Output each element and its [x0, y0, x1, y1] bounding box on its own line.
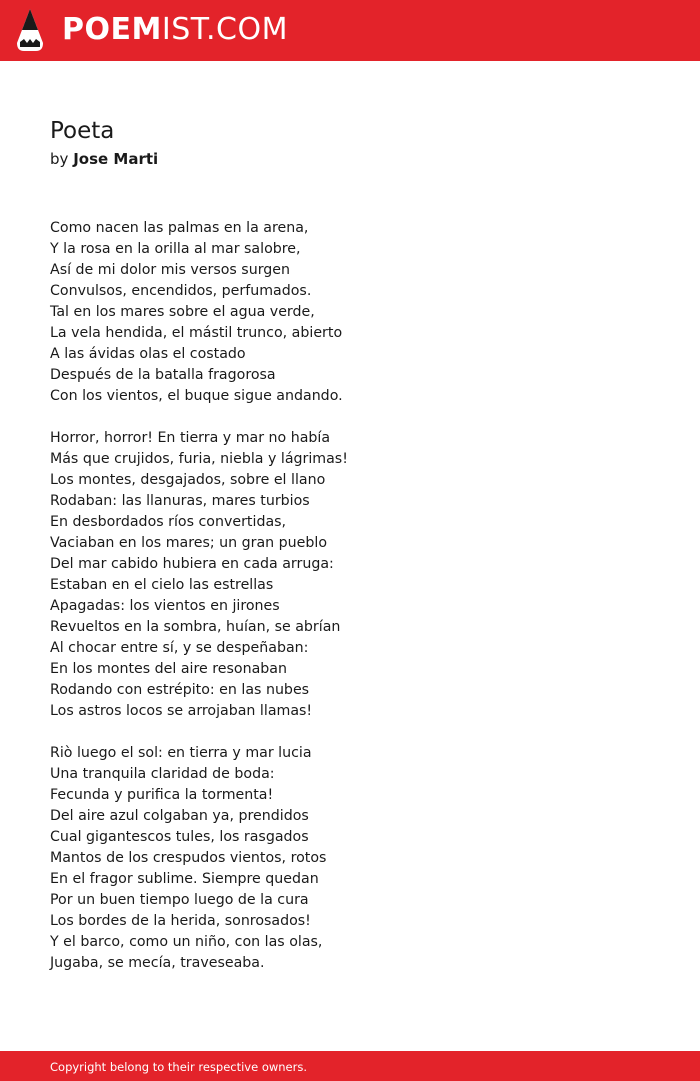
poem-line: Cual gigantescos tules, los rasgados [50, 829, 309, 845]
poem-line: Estaban en el cielo las estrellas [50, 577, 274, 593]
poem-line: A las ávidas olas el costado [50, 346, 246, 362]
poem-line: Jugaba, se mecía, traveseaba. [50, 955, 265, 971]
poem-stanza [50, 428, 650, 722]
poem-line: Revueltos en la sombra, huían, se abrían [50, 619, 341, 635]
poem-line: En desbordados ríos convertidas, [50, 514, 287, 530]
poem-line: Por un buen tiempo luego de la cura [50, 892, 309, 908]
poem-line: Como nacen las palmas en la arena, [50, 220, 309, 236]
site-logo-text[interactable] [62, 11, 288, 49]
poem-line: Rodando con estrépito: en las nubes [50, 682, 310, 698]
poem-line: Del aire azul colgaban ya, prendidos [50, 808, 309, 824]
poem-line: Los astros locos se arrojaban llamas! [50, 703, 313, 719]
poem-line: Horror, horror! En tierra y mar no había [50, 430, 331, 446]
site-footer [0, 1051, 700, 1081]
poem-line: La vela hendida, el mástil trunco, abierto [50, 325, 343, 341]
poem-stanza [50, 743, 650, 974]
poem-line: Vaciaban en los mares; un gran pueblo [50, 535, 328, 551]
poem-line: Del mar cabido hubiera en cada arruga: [50, 556, 334, 572]
copyright-text: Copyright belong to their respective owners. [50, 1060, 308, 1074]
poem-line: Con los vientos, el buque sigue andando. [50, 388, 343, 404]
poem-line: Y el barco, como un niño, con las olas, [50, 934, 323, 950]
site-header [0, 0, 700, 61]
poem-line: Apagadas: los vientos en jirones [50, 598, 280, 614]
poem-body [50, 218, 650, 995]
brand-light-text: IST.COM [161, 12, 288, 47]
poem-title: Poeta [50, 118, 115, 144]
brand-bold-text: POEM [62, 12, 162, 47]
poem-line: Los montes, desgajados, sobre el llano [50, 472, 326, 488]
poem-line: Así de mi dolor mis versos surgen [50, 262, 291, 278]
poem-line: Mantos de los crespudos vientos, rotos [50, 850, 327, 866]
poem-line: Los bordes de la herida, sonrosados! [50, 913, 311, 929]
poem-author: Jose Marti [73, 150, 159, 168]
poem-line: Fecunda y purifica la tormenta! [50, 787, 274, 803]
poem-line: Después de la batalla fragorosa [50, 367, 276, 383]
poem-stanza [50, 218, 650, 407]
poem-byline [50, 148, 158, 170]
by-label: by [50, 150, 69, 168]
poem-line: Rodaban: las llanuras, mares turbios [50, 493, 310, 509]
poem-line: Riò luego el sol: en tierra y mar lucia [50, 745, 312, 761]
poem-line: En el fragor sublime. Siempre quedan [50, 871, 319, 887]
poem-line: Y la rosa en la orilla al mar salobre, [50, 241, 301, 257]
pencil-tip-icon[interactable] [17, 9, 43, 51]
poem-line: Convulsos, encendidos, perfumados. [50, 283, 312, 299]
poem-line: Una tranquila claridad de boda: [50, 766, 275, 782]
poem-line: En los montes del aire resonaban [50, 661, 287, 677]
poem-line: Más que crujidos, furia, niebla y lágrimas! [50, 451, 348, 467]
poem-line: Tal en los mares sobre el agua verde, [50, 304, 315, 320]
poem-line: Al chocar entre sí, y se despeñaban: [50, 640, 309, 656]
